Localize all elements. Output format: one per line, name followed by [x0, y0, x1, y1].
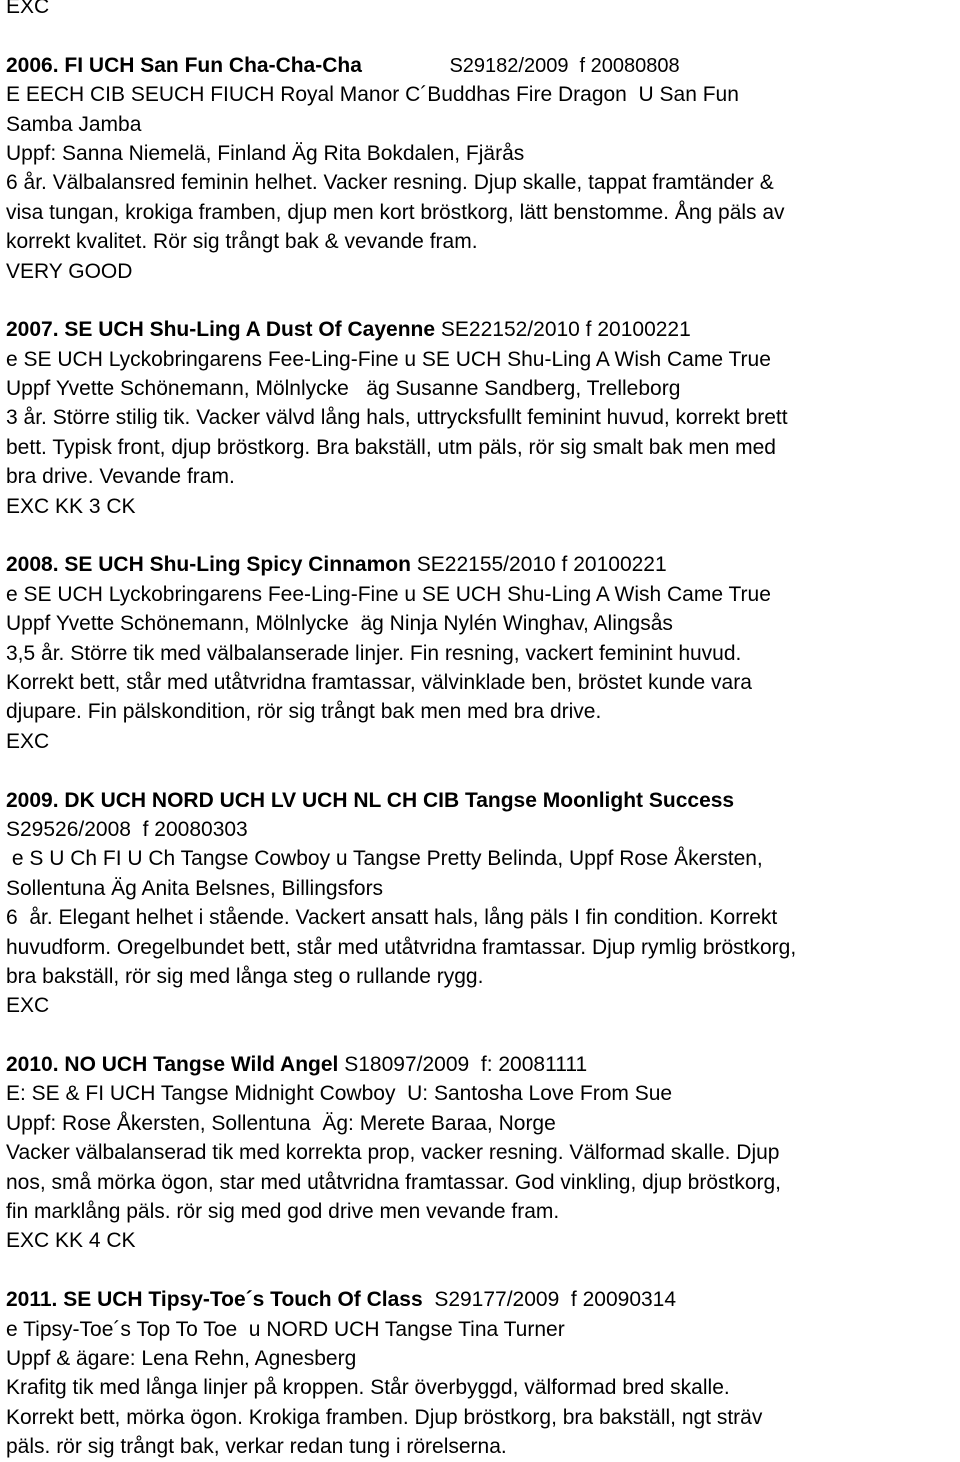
grade: EXC KK 4 CK	[6, 1229, 136, 1253]
grade: EXC	[6, 729, 50, 753]
grade: EXC KK 3 CK	[6, 494, 136, 518]
spacer	[6, 21, 956, 50]
entry-year: 2011.	[6, 1288, 58, 1312]
critique-line: Korrekt bett, står med utåtvridna framtassar, välvinklade ben, bröstet kunde vara	[6, 670, 752, 694]
critique-line: 6 år. Välbalansred feminin helhet. Vacker resning. Djup skalle, tappat framtänder &	[6, 171, 774, 195]
entry-heading	[6, 315, 956, 344]
breeder-line: Uppf & ägare: Lena Rehn, Agnesberg	[6, 1346, 357, 1370]
spacer	[6, 1256, 956, 1285]
parents-line: Sollentuna Äg Anita Belsnes, Billingsfors	[6, 876, 384, 900]
entry-heading	[6, 550, 956, 579]
critique-line: nos, små mörka ögon, star med utåtvridna framtassar. God vinkling, djup bröstkorg,	[6, 1170, 782, 1194]
critique-line: päls. rör sig trångt bak, verkar redan tung i rörelserna.	[6, 1435, 507, 1459]
critique-line: huvudform. Oregelbundet bett, står med utåtvridna framtassar. Djup rymlig bröstkorg,	[6, 935, 797, 959]
reg-info: S29177/2009 f 20090314	[434, 1288, 677, 1312]
spacer	[6, 521, 956, 550]
entry-year: 2008.	[6, 553, 59, 577]
critique-line: 3 år. Större stilig tik. Vacker välvd lång hals, uttrycksfullt feminint huvud, korrekt brett	[6, 406, 788, 430]
entry-heading	[6, 1050, 956, 1079]
breeder-line: Uppf Yvette Schönemann, Mölnlycke äg Susanne Sandberg, Trelleborg	[6, 377, 681, 401]
reg-info: S29526/2008 f 20080303	[6, 817, 248, 841]
dog-name: FI UCH San Fun Cha-Cha-Cha	[64, 53, 362, 77]
grade: VERY GOOD	[6, 259, 133, 283]
spacer	[6, 286, 956, 315]
breeder-line: Uppf: Sanna Niemelä, Finland Äg Rita Bokdalen, Fjärås	[6, 141, 525, 165]
parents-line: E EECH CIB SEUCH FIUCH Royal Manor C´Buddhas Fire Dragon U San Fun	[6, 83, 739, 107]
critique-line: Korrekt bett, mörka ögon. Krokiga framben. Djup bröstkorg, bra bakställ, ngt sträv	[6, 1405, 763, 1429]
entry-heading	[6, 51, 956, 80]
parents-line: Samba Jamba	[6, 112, 142, 136]
reg-info: SE22155/2010 f 20100221	[416, 553, 667, 577]
entry-year: 2010.	[6, 1053, 59, 1077]
critique-line: fin marklång päls. rör sig med god drive men vevande fram.	[6, 1200, 560, 1224]
critique-line: djupare. Fin pälskondition, rör sig trångt bak men med bra drive.	[6, 700, 602, 724]
dog-name: NO UCH Tangse Wild Angel	[64, 1053, 339, 1077]
reg-info: SE22152/2010 f 20100221	[440, 318, 691, 342]
breeder-line: Uppf: Rose Åkersten, Sollentuna Äg: Merete Baraa, Norge	[6, 1111, 556, 1135]
critique-line: Vacker välbalanserad tik med korrekta prop, vacker resning. Välformad skalle. Djup	[6, 1141, 780, 1165]
spacer	[6, 1021, 956, 1050]
critique-line: bett. Typisk front, djup bröstkorg. Bra bakställ, utm päls, rör sig smalt bak men med	[6, 435, 776, 459]
dog-name: SE UCH Shu-Ling A Dust Of Cayenne	[64, 318, 436, 342]
reg-info: S29182/2009 f 20080808	[449, 54, 680, 77]
critique-line: Krafitg tik med långa linjer på kroppen. Står överbyggd, välformad bred skalle.	[6, 1376, 730, 1400]
grade: EXC	[6, 994, 50, 1018]
parents-line: e SE UCH Lyckobringarens Fee-Ling-Fine u SE UCH Shu-Ling A Wish Came True	[6, 582, 771, 606]
critique-line: korrekt kvalitet. Rör sig trångt bak & vevande fram.	[6, 230, 478, 254]
entry-year: 2006.	[6, 53, 59, 77]
spacer	[6, 756, 956, 785]
grade: EXC	[6, 0, 50, 18]
reg-info: S18097/2009 f: 20081111	[344, 1053, 588, 1077]
critique-line: 6 år. Elegant helhet i stående. Vackert ansatt hals, lång päls I fin condition. Korrekt	[6, 906, 778, 930]
parents-line: e SE UCH Lyckobringarens Fee-Ling-Fine u SE UCH Shu-Ling A Wish Came True	[6, 347, 771, 371]
entry-year: 2009.	[6, 788, 59, 812]
parents-line: e Tipsy-Toe´s Top To Toe u NORD UCH Tangse Tina Turner	[6, 1317, 565, 1341]
critique-line: bra bakställ, rör sig med långa steg o rullande rygg.	[6, 964, 484, 988]
parents-line: e S U Ch FI U Ch Tangse Cowboy u Tangse Pretty Belinda, Uppf Rose Åkersten,	[6, 847, 763, 871]
breeder-line: Uppf Yvette Schönemann, Mölnlycke äg Ninja Nylén Winghav, Alingsås	[6, 612, 673, 636]
entry-year: 2007.	[6, 318, 59, 342]
entry-heading	[6, 786, 956, 815]
dog-name: SE UCH Shu-Ling Spicy Cinnamon	[64, 553, 411, 577]
parents-line: E: SE & FI UCH Tangse Midnight Cowboy U: Santosha Love From Sue	[6, 1082, 673, 1106]
dog-name: SE UCH Tipsy-Toe´s Touch Of Class	[63, 1288, 423, 1312]
entry-heading	[6, 1285, 956, 1314]
critique-line: visa tungan, krokiga framben, djup men kort bröstkorg, lätt benstomme. Ång päls av	[6, 200, 785, 224]
document-page	[6, 0, 956, 1462]
dog-name: DK UCH NORD UCH LV UCH NL CH CIB Tangse Moonlight Success	[64, 788, 735, 812]
critique-line: bra drive. Vevande fram.	[6, 465, 235, 489]
critique-line: 3,5 år. Större tik med välbalanserade linjer. Fin resning, vackert feminint huvud.	[6, 641, 742, 665]
